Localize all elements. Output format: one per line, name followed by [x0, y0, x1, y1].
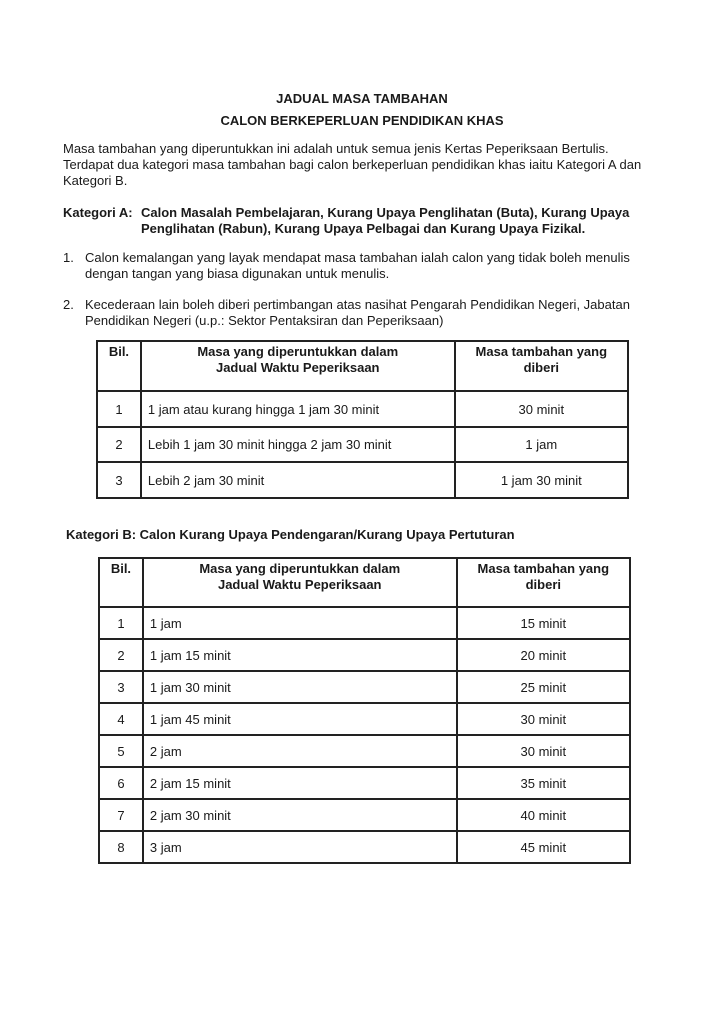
cell-bil: 4 — [99, 703, 143, 735]
header-text: Jadual Waktu Peperiksaan — [217, 577, 382, 592]
header-text: Masa yang diperuntukkan dalam — [199, 561, 401, 576]
kategori-a-text: Penglihatan (Rabun), Kurang Upaya Pelbagai dan Kurang Upaya Fizikal. — [141, 221, 586, 236]
cell-bil: 8 — [99, 831, 143, 863]
cell-masa: 1 jam 45 minit — [143, 703, 457, 735]
kategori-b-heading: Kategori B: Calon Kurang Upaya Pendengaran/Kurang Upaya Pertuturan — [66, 527, 515, 542]
table-row — [99, 799, 630, 831]
table-header-row — [97, 341, 628, 391]
cell-masa: 1 jam 15 minit — [143, 639, 457, 671]
table-row — [99, 639, 630, 671]
cell-tambahan: 30 minit — [457, 703, 630, 735]
intro-line: Masa tambahan yang diperuntukkan ini adalah untuk semua jenis Kertas Peperiksaan Bertulis. — [63, 141, 609, 156]
table-row — [99, 735, 630, 767]
cell-tambahan: 30 minit — [457, 735, 630, 767]
header-tambahan — [457, 558, 630, 607]
table-row — [99, 767, 630, 799]
cell-tambahan: 20 minit — [457, 639, 630, 671]
header-masa — [141, 341, 455, 391]
cell-masa: 2 jam 15 minit — [143, 767, 457, 799]
cell-tambahan: 40 minit — [457, 799, 630, 831]
table-row — [99, 703, 630, 735]
note-text: Kecederaan lain boleh diberi pertimbangan atas nasihat Pengarah Pendidikan Negeri, Jabatan — [85, 297, 630, 312]
cell-masa: 1 jam — [143, 607, 457, 639]
note-text: Pendidikan Negeri (u.p.: Sektor Pentaksiran dan Peperiksaan) — [85, 313, 444, 328]
table-row — [97, 462, 628, 498]
cell-bil: 1 — [99, 607, 143, 639]
cell-bil: 3 — [99, 671, 143, 703]
cell-masa: Lebih 1 jam 30 minit hingga 2 jam 30 minit — [141, 427, 455, 462]
note-text: dengan tangan yang biasa digunakan untuk menulis. — [85, 266, 390, 281]
cell-masa: 2 jam 30 minit — [143, 799, 457, 831]
intro-line: Kategori B. — [63, 173, 128, 188]
kategori-a-text: Calon Masalah Pembelajaran, Kurang Upaya Penglihatan (Buta), Kurang Upaya — [141, 205, 630, 220]
header-tambahan — [455, 341, 628, 391]
cell-bil: 2 — [97, 427, 141, 462]
header-bil: Bil. — [99, 558, 143, 607]
header-text: diberi — [523, 360, 559, 375]
note-number: 1. — [63, 250, 74, 265]
cell-tambahan: 15 minit — [457, 607, 630, 639]
cell-bil: 6 — [99, 767, 143, 799]
document-title: JADUAL MASA TAMBAHAN — [276, 91, 448, 106]
cell-masa: 3 jam — [143, 831, 457, 863]
cell-bil: 2 — [99, 639, 143, 671]
header-masa — [143, 558, 457, 607]
cell-masa: Lebih 2 jam 30 minit — [141, 462, 455, 498]
table-row — [97, 391, 628, 427]
intro-line: Terdapat dua kategori masa tambahan bagi calon berkeperluan pendidikan khas iaitu Kategori A dan — [63, 157, 642, 172]
table-row — [99, 607, 630, 639]
cell-tambahan: 1 jam 30 minit — [455, 462, 628, 498]
header-text: Masa yang diperuntukkan dalam — [197, 344, 399, 359]
document-subtitle: CALON BERKEPERLUAN PENDIDIKAN KHAS — [220, 113, 504, 128]
note-number: 2. — [63, 297, 74, 312]
header-text: Masa tambahan yang — [477, 561, 610, 576]
cell-bil: 3 — [97, 462, 141, 498]
cell-bil: 1 — [97, 391, 141, 427]
header-text: Jadual Waktu Peperiksaan — [215, 360, 380, 375]
cell-masa: 1 jam 30 minit — [143, 671, 457, 703]
cell-bil: 5 — [99, 735, 143, 767]
cell-tambahan: 25 minit — [457, 671, 630, 703]
table-kategori-a — [96, 340, 629, 499]
table-row — [99, 831, 630, 863]
cell-tambahan: 1 jam — [455, 427, 628, 462]
note-text: Calon kemalangan yang layak mendapat masa tambahan ialah calon yang tidak boleh menulis — [85, 250, 630, 265]
table-header-row — [99, 558, 630, 607]
table-row — [97, 427, 628, 462]
cell-tambahan: 45 minit — [457, 831, 630, 863]
header-text: diberi — [525, 577, 561, 592]
kategori-a-label: Kategori A: — [63, 205, 133, 220]
cell-tambahan: 30 minit — [455, 391, 628, 427]
cell-tambahan: 35 minit — [457, 767, 630, 799]
cell-masa: 1 jam atau kurang hingga 1 jam 30 minit — [141, 391, 455, 427]
header-text: Masa tambahan yang — [475, 344, 608, 359]
table-row — [99, 671, 630, 703]
cell-bil: 7 — [99, 799, 143, 831]
cell-masa: 2 jam — [143, 735, 457, 767]
table-kategori-b — [98, 557, 631, 864]
header-bil: Bil. — [97, 341, 141, 391]
